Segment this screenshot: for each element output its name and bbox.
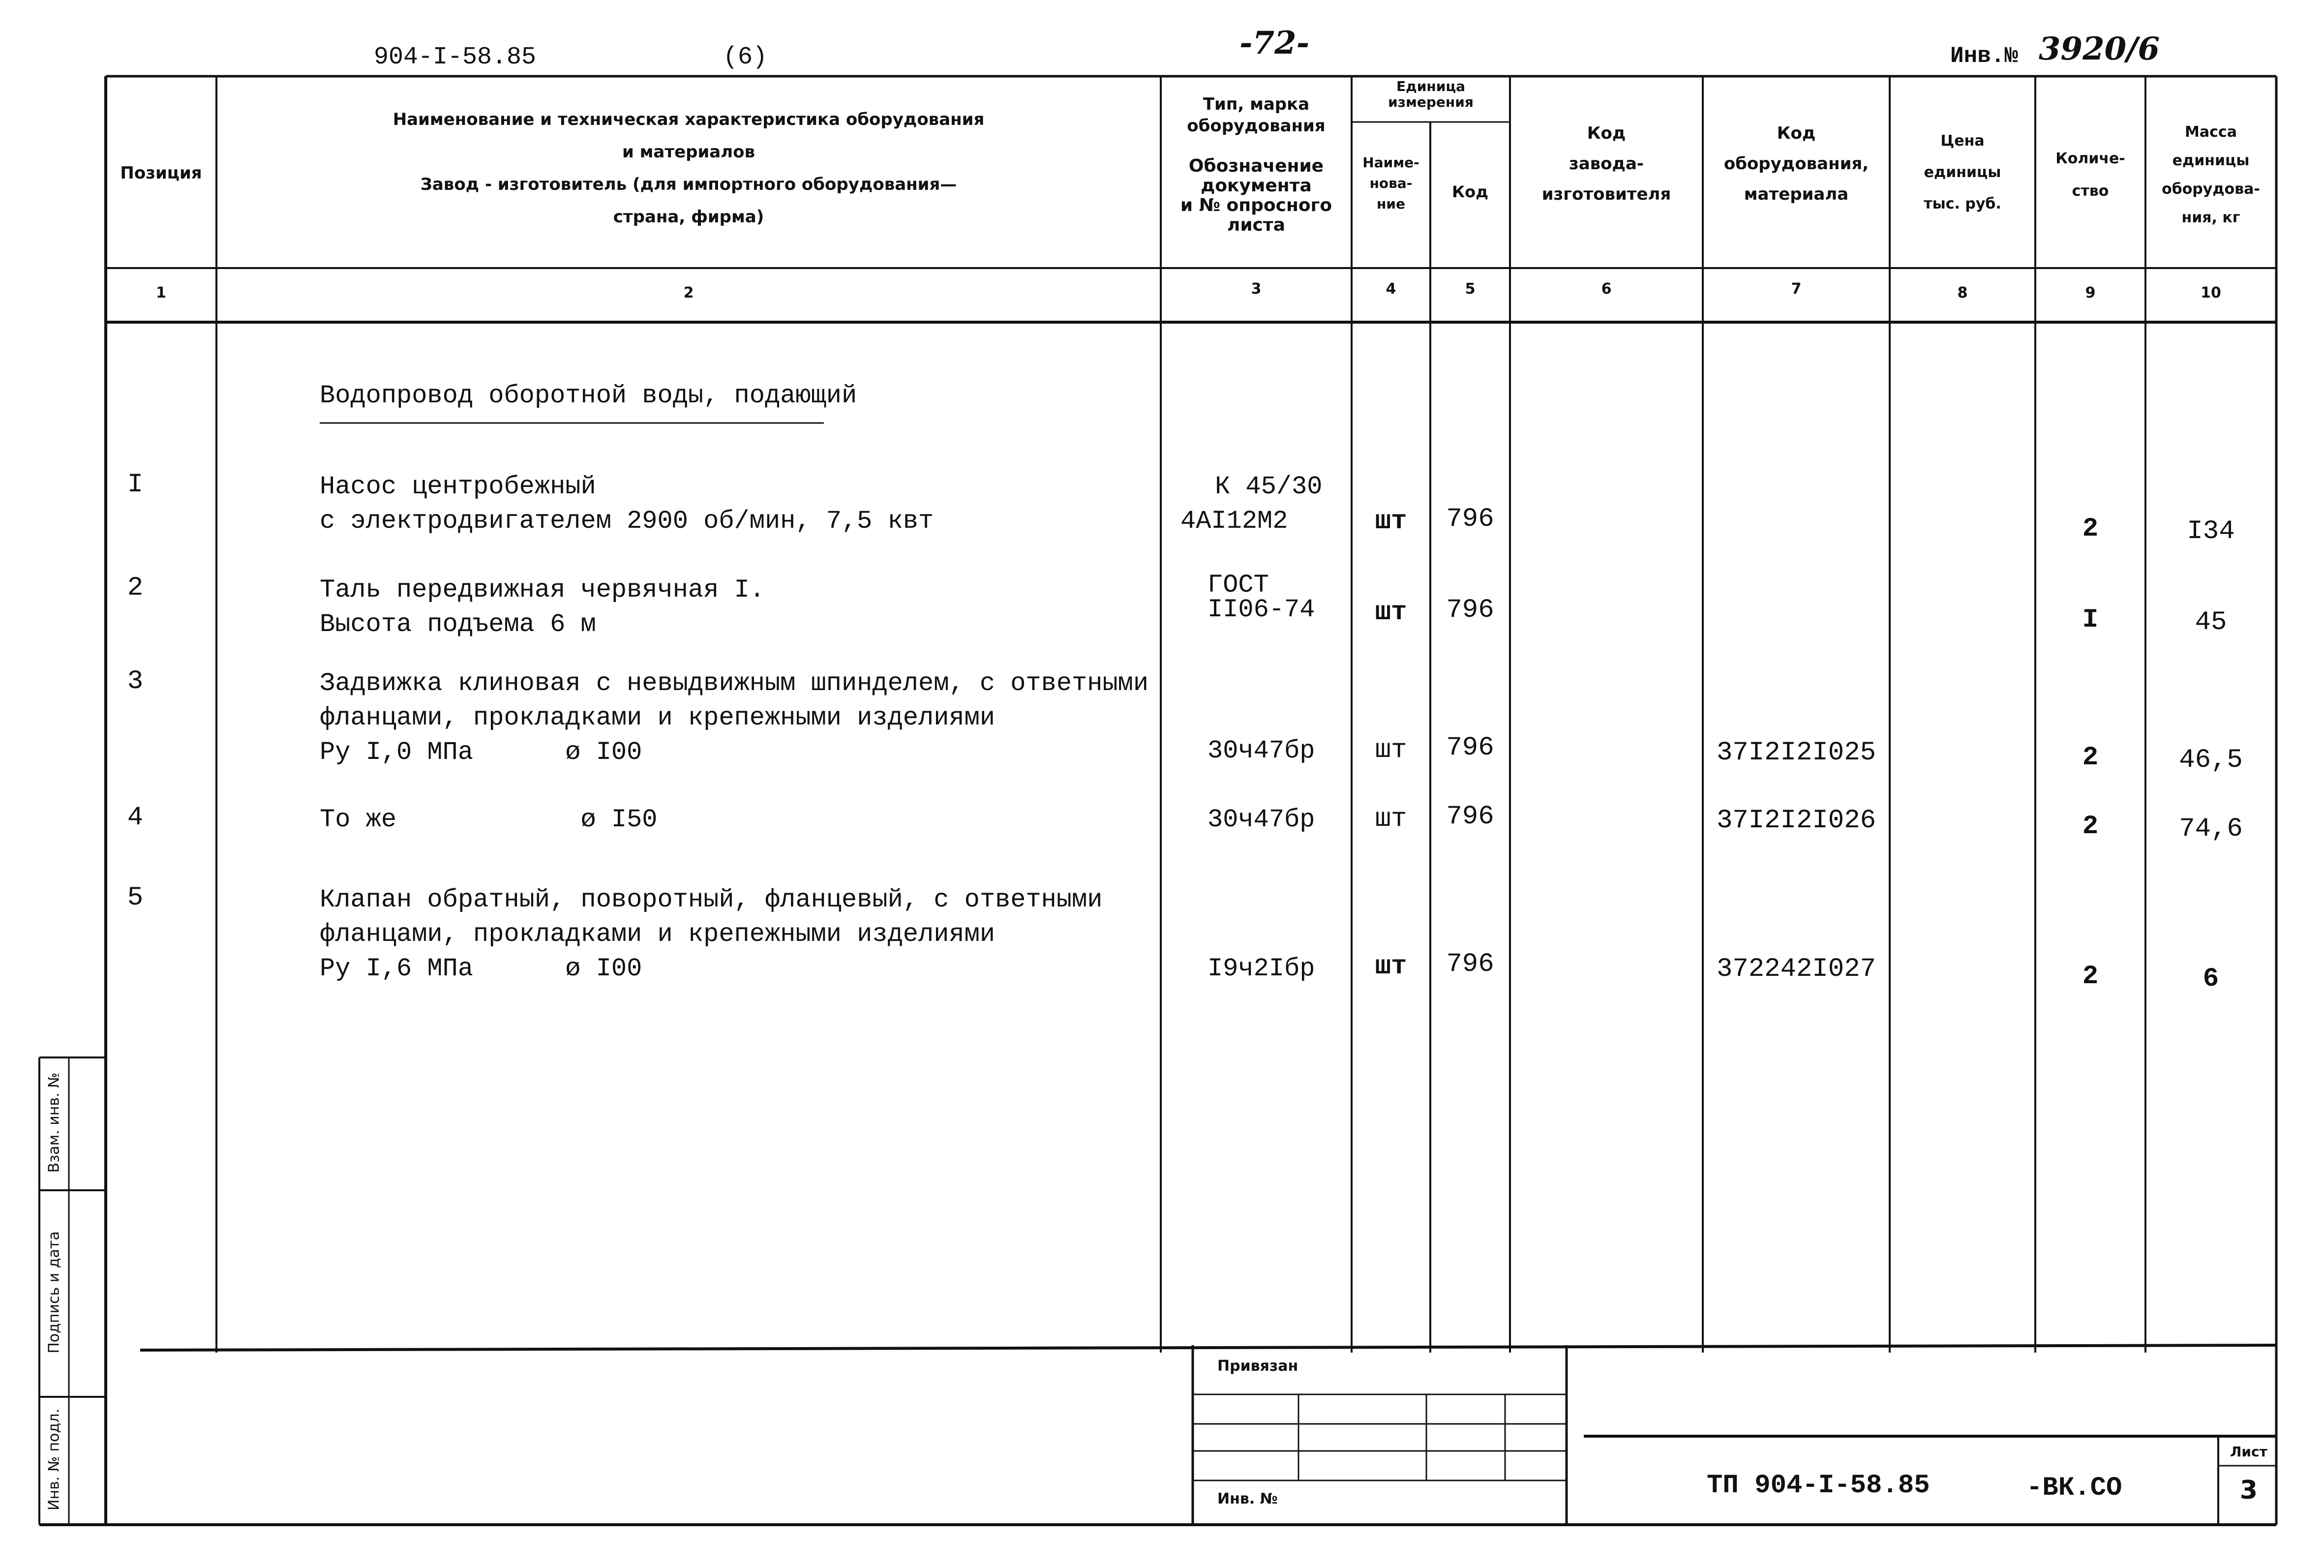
- header-unit-name-line: Наиме-: [1362, 154, 1419, 171]
- header-doc-line: и № опросного: [1180, 195, 1332, 215]
- sheet-paren: (6): [723, 43, 768, 71]
- row-position: 5: [127, 883, 144, 913]
- doc-suffix: -ВК.СО: [2026, 1473, 2122, 1503]
- page-number: -72-: [1239, 25, 1310, 61]
- row-unit-code: 796: [1446, 733, 1494, 763]
- header-mass: [2145, 118, 2276, 232]
- row-quantity: 2: [2082, 812, 2099, 842]
- header-price-line: единицы: [1924, 164, 2001, 181]
- header-factory-line: завода-: [1569, 154, 1644, 174]
- row-type-line: I9ч2Iбр: [1207, 954, 1315, 983]
- row-type-line: 4АI12М2: [1180, 507, 1288, 536]
- header-unit-name: [1352, 152, 1430, 214]
- stamp-signature-date: Подпись и дата: [45, 1231, 63, 1354]
- header-doc-line: документа: [1201, 176, 1312, 196]
- row-type-line: 30ч47бр: [1207, 736, 1315, 765]
- row-mass: I34: [2187, 516, 2235, 546]
- row-mass: 74,6: [2179, 814, 2243, 844]
- row-mass: 6: [2203, 964, 2219, 994]
- header-quantity-line: Количе-: [2055, 150, 2125, 167]
- header-mass-line: ния, кг: [2181, 209, 2240, 226]
- header-factory-line: Код: [1587, 123, 1626, 143]
- row-type: [1180, 470, 1322, 539]
- column-number: 5: [1465, 280, 1476, 298]
- row-equip-code: 37I2I2I026: [1716, 806, 1876, 836]
- header-mass-line: единицы: [2172, 152, 2250, 169]
- row-position: 4: [127, 803, 144, 833]
- column-number: 6: [1601, 280, 1612, 298]
- header-doc-line: листа: [1227, 215, 1286, 235]
- inv-no-label: Инв. №: [1217, 1490, 1278, 1508]
- row-name: [320, 666, 1148, 770]
- row-position: 2: [127, 573, 144, 603]
- row-name: [320, 573, 765, 642]
- row-name-line: Задвижка клиновая с невыдвижным шпинделем, с ответными: [320, 669, 1149, 698]
- row-name-line: с электродвигателем 2900 об/мин, 7,5 квт: [320, 507, 934, 536]
- header-unit-code: Код: [1452, 182, 1488, 201]
- doc-reference: ТП 904-I-58.85: [1707, 1471, 1930, 1501]
- row-unit-code: 796: [1446, 504, 1494, 534]
- header-factory-line: изготовителя: [1541, 184, 1671, 204]
- header-factory-code: [1510, 118, 1703, 210]
- header-name-line: Наименование и техническая характеристика оборудования: [392, 110, 985, 129]
- row-position: 3: [127, 666, 144, 696]
- column-number: 7: [1791, 280, 1802, 298]
- row-name: [320, 883, 1102, 986]
- sheet-number: 3: [2239, 1476, 2258, 1505]
- row-name-line: Ру I,0 МПа ø I00: [320, 738, 642, 767]
- row-equip-code: 37I2I2I025: [1716, 738, 1876, 768]
- header-doc-line: Обозначение: [1188, 156, 1324, 176]
- doc-code: 904-I-58.85: [374, 43, 537, 71]
- row-name-line: фланцами, прокладками и крепежными изделиями: [320, 920, 996, 949]
- header-equip-code: [1703, 118, 1890, 210]
- row-unit-code: 796: [1446, 802, 1494, 832]
- row-unit: шт: [1375, 804, 1407, 834]
- column-number: 1: [156, 284, 166, 302]
- column-number: 10: [2201, 284, 2221, 302]
- row-unit-code: 796: [1446, 595, 1494, 625]
- row-position: I: [127, 470, 144, 500]
- column-number: 4: [1386, 280, 1396, 298]
- row-unit: шт: [1375, 507, 1407, 537]
- header-mass-line: оборудова-: [2162, 181, 2260, 198]
- column-number: 9: [2085, 284, 2096, 302]
- inv-label: Инв.№: [1950, 43, 2019, 69]
- header-equip-line: материала: [1744, 184, 1849, 204]
- header-name-line: и материалов: [622, 142, 755, 162]
- column-number: 3: [1251, 280, 1262, 298]
- header-position: Позиция: [120, 163, 202, 183]
- header-unit-name-line: нова-: [1369, 175, 1413, 191]
- header-unit-name-line: ние: [1377, 196, 1405, 212]
- header-price-line: Цена: [1940, 132, 1985, 150]
- header-name-line: Завод - изготовитель (для импортного оборудования—: [420, 175, 957, 194]
- stamp-replaced-inv: Взам. инв. №: [45, 1072, 63, 1173]
- row-unit: шт: [1375, 735, 1407, 765]
- row-name-line: Таль передвижная червячная I.: [320, 575, 765, 604]
- row-name-line: Насос центробежный: [320, 472, 596, 501]
- row-type-line: 30ч47бр: [1207, 805, 1315, 834]
- header-equip-line: оборудования,: [1723, 154, 1869, 174]
- header-price: [1890, 125, 2035, 220]
- header-name-line: страна, фирма): [613, 207, 764, 227]
- row-name-line: Ру I,6 МПа ø I00: [320, 954, 642, 983]
- privyazan-label: Привязан: [1217, 1357, 1298, 1375]
- row-unit: шт: [1375, 598, 1407, 628]
- row-name-line: Клапан обратный, поворотный, фланцевый, с ответными: [320, 885, 1103, 914]
- row-unit: шт: [1375, 952, 1407, 982]
- header-unit-group: [1352, 79, 1510, 110]
- row-name-line: Высота подъема 6 м: [320, 610, 596, 639]
- row-quantity: 2: [2082, 743, 2099, 773]
- row-type-line: II06-74: [1207, 595, 1315, 624]
- column-number: 2: [683, 284, 694, 302]
- row-quantity: 2: [2082, 514, 2099, 544]
- header-unit-line: Единица: [1396, 78, 1465, 94]
- header-name: [216, 103, 1161, 233]
- inv-number: 3920/6: [2039, 30, 2160, 67]
- column-number: 8: [1957, 284, 1968, 302]
- row-name-line: То же ø I50: [320, 805, 658, 834]
- header-mass-line: Масса: [2185, 123, 2237, 141]
- row-name: [320, 470, 934, 539]
- header-unit-line: измерения: [1388, 94, 1474, 110]
- sheet-label: Лист: [2230, 1444, 2267, 1460]
- row-type: [1207, 573, 1315, 622]
- header-quantity: [2035, 143, 2145, 208]
- header-equip-line: Код: [1777, 123, 1816, 143]
- row-type-line: ГОСТ: [1207, 571, 1269, 600]
- header-type-line: оборудования: [1187, 116, 1326, 136]
- row-equip-code: 372242I027: [1716, 954, 1876, 984]
- row-mass: 46,5: [2179, 745, 2243, 775]
- row-name-line: фланцами, прокладками и крепежными изделиями: [320, 703, 996, 732]
- header-quantity-line: ство: [2072, 182, 2109, 200]
- header-type: [1161, 93, 1352, 235]
- section-title: Водопровод оборотной воды, подающий: [320, 381, 857, 410]
- row-quantity: 2: [2082, 962, 2099, 992]
- row-type-line: К 45/30: [1215, 472, 1323, 501]
- row-mass: 45: [2195, 607, 2227, 637]
- header-type-line: Тип, марка: [1203, 94, 1310, 114]
- header-price-line: тыс. руб.: [1924, 195, 2001, 212]
- row-quantity: I: [2082, 605, 2099, 635]
- row-unit-code: 796: [1446, 949, 1494, 979]
- stamp-original-inv: Инв. № подл.: [45, 1409, 63, 1510]
